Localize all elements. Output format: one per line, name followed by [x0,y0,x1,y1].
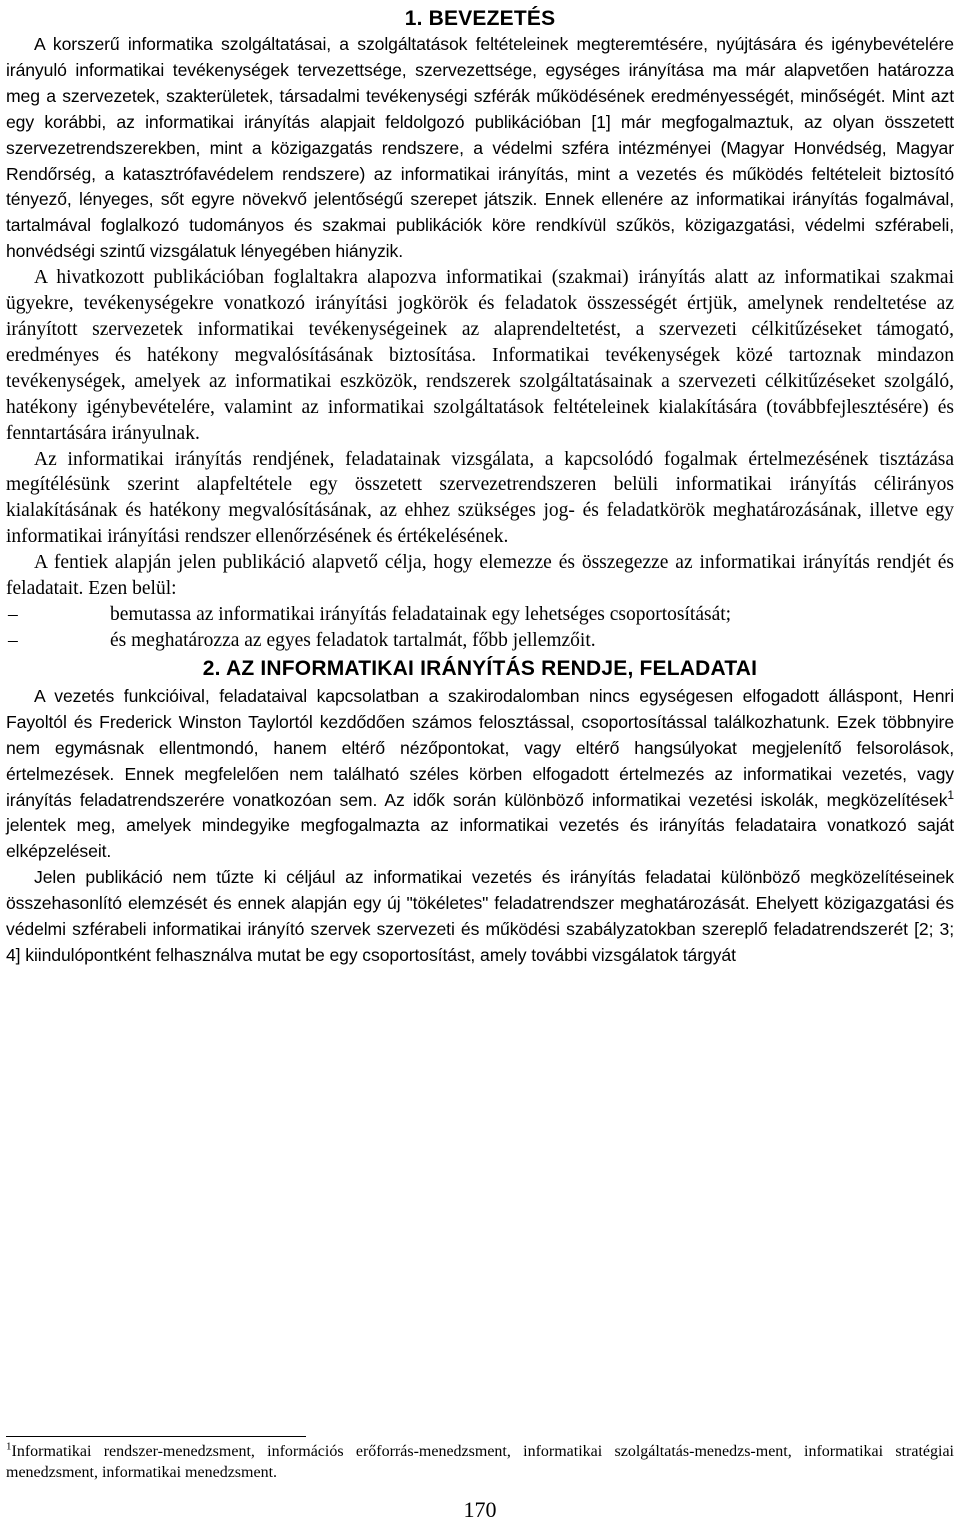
body-paragraph: Jelen publikáció nem tűzte ki céljául az informatikai vezetés és irányítás feladatai különböző megközelítéseinek összehasonlító elemzését és ennek alapján egy új "tökéletes" feladatrendszer meghatározását. Ehelyett közigazgatási és védelmi szférabeli informatikai irányító szervek szervezeti és működési szabályzatokban szereplő feladatrendszerét [2; 3; 4] kiindulópontként felhasználva mutat be egy csoportosítást, amely további vizsgálatok tárgyát [6,867,954,965]
body-paragraph: Az informatikai irányítás rendjének, feladatainak vizsgálata, a kapcsolódó fogalmak értelmezésének tisztázása megítélésünk szerint alapfeltétele egy összetett szervezetrendszeren belüli informatikai irányítás célirányos kialakításának és hatékony megvalósításának, az ehhez szükséges jog- és feladatkörök meghatározásának, illetve egy informatikai irányítási rendszer ellenőrzésének és értékelésének. [6,448,954,548]
footnote-marker: 1 [6,1440,12,1453]
intro-paragraph: A korszerű informatika szolgáltatásai, a szolgáltatások feltételeinek megteremtésére, nyújtására és igénybevételére irányuló informatikai tevékenységek tervezettsége, szervezettsége, egységes irányítása ma már alapvetően határozza meg a szervezetek, szakterületek, társadalmi tevékenységi szférák működésének eredményességét, minőségét. Mint azt egy korábbi, az informatikai irányítás alapjait feldolgozó publikációban [1] már megfogalmaztuk, az olyan összetett szervezetrendszerekben, mint a közigazgatás rendszere, a védelmi szféra intézményei (Magyar Honvédség, Magyar Rendőrség, a katasztrófavédelem rendszere) az informatikai irányítás, mint a vezetés és működés feltételeit biztosító tényező, lényeges, sőt egyre növekvő jelentőségű szerepet játszik. Ennek ellenére az informatikai irányítás fogalmával, tartalmával foglalkozó tudományos és szakmai publikációk köre rendkívül szűkös, közigazgatási, védelmi szférabeli, honvédségi szintű vizsgálatuk lényegében hiányzik. [6,34,954,262]
footnote-text: Informatikai rendszer-menedzsment, információs erőforrás-menedzsment, informatikai szolgáltatás-menedzs-ment, informatikai stratégiai menedzsment, informatikai menedzsment. [6,1443,954,1481]
body-paragraph [6,684,954,865]
page-number: 170 [463,1497,497,1522]
footnote-divider [6,1436,306,1437]
body-paragraph: A hivatkozott publikációban foglaltakra alapozva informatikai (szakmai) irányítás alatt az informatikai szakmai ügyekre, tevékenységekre vonatkozó irányítási jogkörök és feladatok összességét értjük, amelynek rendeltetése az irányított szervezetek informatikai tevékenységeinek az alaprendeltetést, a szervezeti célkitűzéseket támogató, eredményes és hatékony megvalósításának biztosítása. Informatikai tevékenységek közé tartoznak mindazon tevékenységek, amelyek az informatikai eszközök, rendszerek szolgáltatásainak a szervezeti célkitűzéseket szolgáló, hatékony igénybevételére, valamint az informatikai szolgáltatások feltételeinek kialakítására (továbbfejlesztésére) és fenntartására irányulnak. [6,267,954,444]
section-heading: 1. BEVEZETÉS [404,7,556,30]
list-marker: – [8,629,18,651]
paragraph-text: A vezetés funkcióival, feladataival kapcsolatban a szakirodalomban nincs egységesen elfogadott álláspont, Henri Fayoltól és Frederick Winston Taylortól kezdődően számos felosztással, csoportosítással találkozhatunk. Ezek többnyire nem egymásnak ellentmondó, hanem eltérő nézőpontokat, vagy eltérő hangsúlyokat megjelenítő felsorolások, értelmezések. Ennek megfelelően nem található széles körben elfogadott értelmezés az informatikai vezetés, vagy irányítás feladatrendszerére vonatkozóan sem. Az idők során különböző informatikai vezetési iskolák, megközelítések [6,685,954,810]
list-item-text: bemutassa az informatikai irányítás feladatainak egy lehetséges csoportosítását; [110,603,732,625]
paragraph-text: jelentek meg, amelyek mindegyike megfogalmazta az informatikai vezetés és irányítás feladataira vonatkozó saját elképzeléseit. [6,815,954,862]
body-paragraph: A fentiek alapján jelen publikáció alapvető célja, hogy elemezze és összegezze az informatikai irányítás rendjét és feladatait. Ezen belül: [6,552,954,600]
objectives-list [6,602,954,654]
list-item [6,628,954,654]
footnote-reference[interactable]: 1 [947,787,954,802]
footnote [6,1441,954,1483]
section-heading: 2. AZ INFORMATIKAI IRÁNYÍTÁS RENDJE, FELADATAI [202,656,758,680]
list-item [6,602,954,628]
list-marker: – [8,603,18,625]
list-item-text: és meghatározza az egyes feladatok tartalmát, főbb jellemzőit. [110,629,596,651]
page-content [6,0,954,969]
